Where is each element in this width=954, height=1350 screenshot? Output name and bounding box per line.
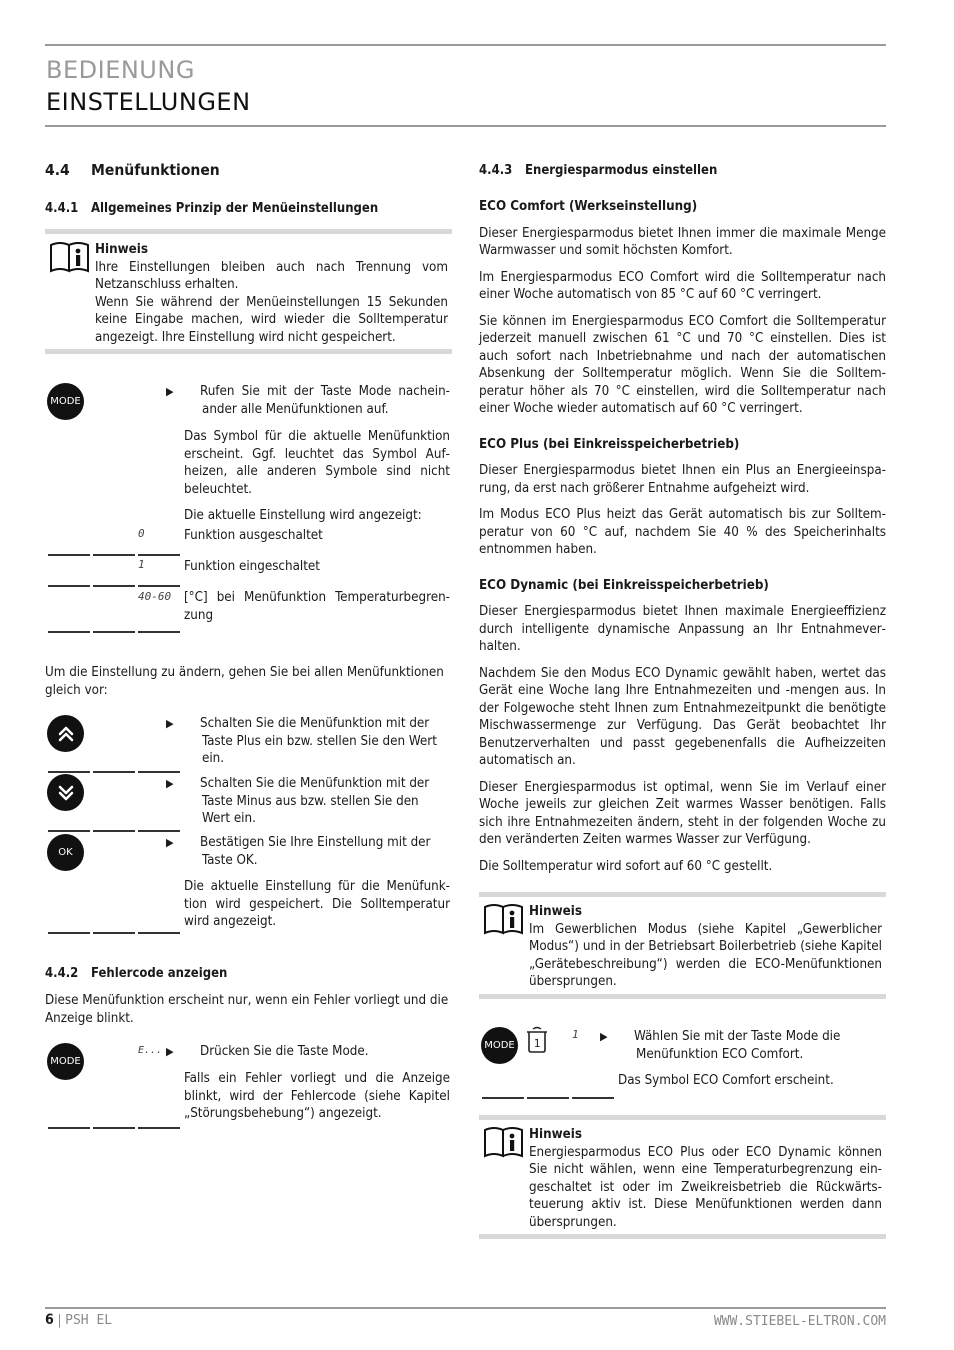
underline bbox=[138, 585, 180, 587]
note-3: Hinweis Energiesparmodus ECO Plus oder ECO Dynamic können Sie nicht wählen, wenn eine Temperaturbegrenzung eingeschaltet ist oder im Zweikreisbetrieb die Rückwärtsteuerung aktiv ist. Diese Menüfunktionen werden dann übersprungen. bbox=[529, 1127, 882, 1230]
eco-plus-title: ECO Plus (bei Einkreisspeicherbetrieb) bbox=[479, 436, 740, 452]
underline bbox=[138, 932, 180, 934]
arrow-right-icon: ▶ bbox=[166, 836, 174, 849]
underline bbox=[138, 631, 180, 633]
underline bbox=[572, 1097, 614, 1099]
eco-para: Das Symbol ECO Comfort erscheint. bbox=[618, 1073, 834, 1088]
mode-button-error: MODE bbox=[47, 1043, 84, 1080]
underline bbox=[48, 554, 90, 556]
underline bbox=[482, 1097, 524, 1099]
underline bbox=[93, 932, 135, 934]
underline bbox=[48, 771, 90, 773]
note-bottom-bar bbox=[479, 994, 886, 999]
paragraph: Dieser Energiesparmodus bietet Ihnen immer die maximale Menge Warmwasser und somit höchsten Komfort. bbox=[479, 225, 886, 258]
eco-dynamic-title: ECO Dynamic (bei Einkreisspeicherbetrieb) bbox=[479, 577, 769, 593]
info-book-icon bbox=[482, 1125, 526, 1165]
note-2: Hinweis Im Gewerblichen Modus (siehe Kapitel „Gewerblicher Modus“) und in der Betriebsart Boilerbetrieb (siehe Kapitel „Gerätebeschreibung“) werden die ECO-Menüfunktionen übersprungen. bbox=[529, 904, 882, 989]
double-chevron-down-icon bbox=[56, 784, 76, 802]
footer-url: WWW.STIEBEL-ELTRON.COM bbox=[713, 1314, 886, 1329]
underline bbox=[93, 830, 135, 832]
underline bbox=[48, 830, 90, 832]
info-book-icon bbox=[48, 240, 92, 280]
arrow-right-icon: ▶ bbox=[166, 385, 174, 398]
heading-4-4-2: 4.4.2 Fehlercode anzeigen bbox=[45, 966, 228, 981]
paragraph: Dieser Energiesparmodus ist optimal, wenn Sie im Verlauf einer Woche jeweils zur gleichen Zeit warmes Wasser benötigen. Falls sich ihre Entnahmezeiten ändern, steht in der folgenden Woche zu den veränderten Zeiten warmes Wasser zur Verfügung. bbox=[479, 779, 886, 847]
mode-button: MODE bbox=[47, 383, 84, 420]
paragraph: Die Solltemperatur wird sofort auf 60 °C gestellt. bbox=[479, 858, 773, 874]
info-book-icon bbox=[482, 902, 526, 942]
row-label-on: Funktion eingeschaltet bbox=[184, 559, 320, 574]
paragraph: Sie können im Energiesparmodus ECO Comfort die Solltemperatur jederzeit manuell zwischen 61 °C und 70 °C einstellen. Dies ist auch sofort nach Inbetriebnahme und nach der automatischen Absenkung der Solltemperatur möglich. Wenn Sie die Solltemperatur höher als 70 °C einstellen, wird die Solltemperatur nach einer Woche wieder automatisch auf 60 °C verringert. bbox=[479, 313, 886, 416]
display-value-error: E... bbox=[138, 1045, 163, 1056]
arrow-right-icon: ▶ bbox=[600, 1030, 608, 1043]
mode-button-eco: MODE bbox=[481, 1027, 518, 1064]
mode-para-1: Das Symbol für die aktuelle Menüfunktion erscheint. Ggf. leuchtet das Symbol Aufheizen, alle anderen Symbole sind nicht beleuchtet. bbox=[184, 429, 450, 497]
row-label-temp: [°C] bei Menüfunktion Temperaturbegrenzung bbox=[184, 590, 450, 623]
underline bbox=[527, 1097, 569, 1099]
heading-4-4: 4.4 Menüfunktionen bbox=[45, 161, 220, 179]
footer-separator: | bbox=[57, 1313, 62, 1328]
display-value-eco: 1 bbox=[572, 1028, 579, 1041]
note-top-bar bbox=[45, 229, 452, 234]
minus-instruction: ▶ Schalten Sie die Menüfunktion mit der Taste Minus aus bzw. stellen Sie den Wert ein. bbox=[166, 776, 430, 826]
page-number: 6 bbox=[45, 1312, 54, 1328]
double-chevron-up-icon bbox=[56, 725, 76, 743]
display-value-range: 40-60 bbox=[138, 590, 172, 603]
note-bottom-bar bbox=[45, 349, 452, 354]
arrow-right-icon: ▶ bbox=[166, 777, 174, 790]
underline bbox=[48, 1127, 90, 1129]
paragraph: Dieser Energiesparmodus bietet Ihnen ein Plus an Energieeinsparung, da erst nach größerer Entnahme aufgeheizt wird. bbox=[479, 463, 886, 496]
eco-comfort-icon bbox=[525, 1026, 551, 1060]
underline bbox=[138, 771, 180, 773]
eco-instruction: ▶ Wählen Sie mit der Taste Mode die Menüfunktion ECO Comfort. bbox=[600, 1029, 841, 1062]
error-instruction: ▶ Drücken Sie die Taste Mode. bbox=[166, 1044, 369, 1059]
footer-left bbox=[45, 1312, 112, 1330]
eco-comfort-title: ECO Comfort (Werkseinstellung) bbox=[479, 199, 698, 214]
underline bbox=[93, 554, 135, 556]
section-title: BEDIENUNG bbox=[46, 56, 195, 84]
display-value-0: 0 bbox=[138, 527, 145, 540]
underline bbox=[138, 830, 180, 832]
error-intro: Diese Menüfunktion erscheint nur, wenn ein Fehler vorliegt und die Anzeige blinkt. bbox=[45, 993, 449, 1026]
underline bbox=[93, 631, 135, 633]
underline bbox=[48, 585, 90, 587]
note-1: Hinweis Ihre Einstellungen bleiben auch nach Trennung vom Netzanschluss erhalten. Wenn Sie während der Menüeinstellungen 15 Sekunden keine Eingabe machen, wird wieder die Solltemperatur angezeigt. Ihre Einstellung wird nicht gespeichert. bbox=[95, 242, 448, 345]
underline bbox=[93, 771, 135, 773]
plus-instruction: ▶ Schalten Sie die Menüfunktion mit der Taste Plus ein bzw. stellen Sie den Wert ein. bbox=[166, 716, 437, 766]
paragraph: Im Modus ECO Plus heizt das Gerät automatisch bis zur Solltemperatur von 60 °C auf, nachdem Sie 40 % des Speicherinhalts entnommen haben. bbox=[479, 507, 886, 557]
underline bbox=[48, 932, 90, 934]
arrow-right-icon: ▶ bbox=[166, 1045, 174, 1058]
note-bottom-bar bbox=[479, 1234, 886, 1239]
plus-button bbox=[47, 715, 84, 752]
error-para: Falls ein Fehler vorliegt und die Anzeige blinkt, wird der Fehlercode (siehe Kapitel „Störungsbehebung“) angezeigt. bbox=[184, 1071, 450, 1121]
top-rule bbox=[45, 44, 886, 46]
ok-instruction: ▶ Bestätigen Sie Ihre Einstellung mit der Taste OK. bbox=[166, 835, 431, 868]
heading-4-4-1: 4.4.1 Allgemeines Prinzip der Menüeinstellungen bbox=[45, 201, 379, 216]
header-bottom-rule bbox=[45, 125, 886, 127]
eco-comfort-section bbox=[479, 198, 886, 884]
ok-button: OK bbox=[47, 834, 84, 871]
steps-result: Die aktuelle Einstellung für die Menüfunktion wird gespeichert. Die Solltemperatur wird angezeigt. bbox=[184, 879, 450, 929]
svg-text:1: 1 bbox=[533, 1037, 541, 1050]
page-title: EINSTELLUNGEN bbox=[46, 88, 251, 116]
mode-instruction: ▶ Rufen Sie mit der Taste Mode nacheinander alle Menüfunktionen auf. bbox=[166, 384, 450, 417]
display-value-1: 1 bbox=[138, 558, 145, 571]
row-label-off: Funktion ausgeschaltet bbox=[184, 528, 323, 543]
minus-button bbox=[47, 774, 84, 811]
document-name: PSH EL bbox=[65, 1313, 113, 1328]
note-top-bar bbox=[479, 1115, 886, 1120]
paragraph: Nachdem Sie den Modus ECO Dynamic gewählt haben, wertet das Gerät eine Woche lang Ihre Entnahmezeiten und -mengen aus. In der Folgewoche steht Ihnen zum Entnahmezeitpunkt die benötigte Mischwassermenge zur Verfügung. Das Gerät beobachtet Ihr Benutzerverhalten und passt gegebenenfalls die Aufheizzeiten automatisch an. bbox=[479, 665, 886, 768]
footer-rule bbox=[45, 1307, 886, 1309]
underline bbox=[138, 1127, 180, 1129]
mode-para-2: Die aktuelle Einstellung wird angezeigt: bbox=[184, 508, 422, 523]
change-intro: Um die Einstellung zu ändern, gehen Sie bei allen Menüfunktionen gleich vor: bbox=[45, 665, 444, 698]
note-top-bar bbox=[479, 892, 886, 897]
underline bbox=[93, 1127, 135, 1129]
arrow-right-icon: ▶ bbox=[166, 717, 174, 730]
underline bbox=[93, 585, 135, 587]
paragraph: Im Energiesparmodus ECO Comfort wird die Solltemperatur nach einer Woche automatisch von 85 °C auf 60 °C verringert. bbox=[479, 269, 886, 302]
paragraph: Dieser Energiesparmodus bietet Ihnen maximale Energieeffizienz durch intelligente dynamische Anpassung an Ihr Entnahmeverhalten. bbox=[479, 604, 886, 654]
underline bbox=[48, 631, 90, 633]
heading-4-4-3: 4.4.3 Energiesparmodus einstellen bbox=[479, 163, 718, 178]
